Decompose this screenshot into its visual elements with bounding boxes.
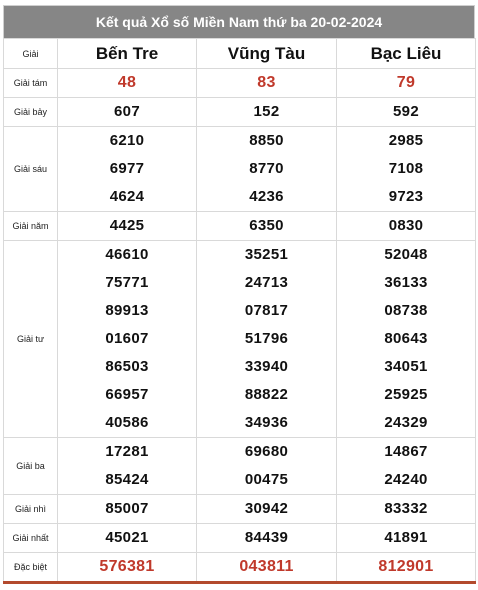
- prize-number: 40586: [105, 414, 149, 431]
- prize-label: Giải ba: [4, 438, 58, 495]
- prize-number: 24240: [384, 471, 428, 488]
- results-table: [3, 38, 476, 584]
- prize-number: 0830: [388, 217, 424, 234]
- prize-number: 4236: [249, 188, 284, 205]
- province-ben-tre[interactable]: Bến Tre: [58, 39, 197, 69]
- province-bac-lieu[interactable]: Bạc Liêu: [337, 39, 476, 69]
- prize-number: 6210: [109, 132, 145, 149]
- prize-number: 79: [396, 74, 416, 91]
- prize-cell: [337, 98, 476, 127]
- prize-number: 00475: [244, 471, 289, 488]
- results-container: [3, 5, 475, 584]
- prize-row-g4: [4, 241, 476, 438]
- prize-number: 48: [117, 74, 137, 91]
- prize-cell: [337, 127, 476, 212]
- prize-row-g6: [4, 127, 476, 212]
- prize-number: 24329: [384, 414, 428, 431]
- prize-cell: [58, 495, 197, 524]
- prize-number: 6977: [109, 160, 145, 177]
- prize-cell: [58, 524, 197, 553]
- prize-number: 576381: [99, 558, 155, 575]
- prize-number: 607: [114, 103, 140, 120]
- prize-row-g5: [4, 212, 476, 241]
- prize-row-g1: [4, 524, 476, 553]
- prize-number: 4425: [109, 217, 145, 234]
- prize-cell: [58, 241, 197, 438]
- prize-cell: [337, 212, 476, 241]
- prize-number: 25925: [384, 386, 428, 403]
- prize-number: 07817: [244, 302, 289, 319]
- prize-cell: [337, 69, 476, 98]
- prize-number: 85007: [105, 500, 149, 517]
- prize-label: Giải năm: [4, 212, 58, 241]
- prize-number: 2985: [388, 132, 424, 149]
- prize-number: 9723: [388, 188, 424, 205]
- prize-label: Giải tám: [4, 69, 58, 98]
- prize-number: 152: [253, 103, 280, 120]
- prize-cell: [197, 69, 337, 98]
- prize-cell: [197, 553, 337, 583]
- header-row: [4, 39, 476, 69]
- prize-table-body: [4, 69, 476, 583]
- prize-cell: [197, 127, 337, 212]
- prize-cell: [58, 127, 197, 212]
- prize-number: 6350: [249, 217, 284, 234]
- prize-cell: [337, 495, 476, 524]
- prize-number: 36133: [384, 274, 428, 291]
- prize-number: 80643: [384, 330, 428, 347]
- prize-cell: [337, 241, 476, 438]
- prize-number: 812901: [378, 558, 434, 575]
- prize-number: 88822: [244, 386, 289, 403]
- prize-number: 01607: [105, 330, 149, 347]
- prize-number: 66957: [105, 386, 149, 403]
- prize-number: 89913: [105, 302, 149, 319]
- prize-number: 7108: [388, 160, 424, 177]
- prize-number: 69680: [244, 443, 289, 460]
- prize-number: 46610: [105, 246, 149, 263]
- prize-number: 83332: [384, 500, 428, 517]
- prize-number: 75771: [105, 274, 149, 291]
- prize-label: Đặc biệt: [4, 553, 58, 583]
- prize-cell: [58, 212, 197, 241]
- prize-number: 17281: [105, 443, 149, 460]
- header-prize-label: Giải: [4, 39, 58, 69]
- prize-number: 34051: [384, 358, 428, 375]
- prize-number: 34936: [244, 414, 289, 431]
- prize-row-g8: [4, 69, 476, 98]
- prize-cell: [58, 553, 197, 583]
- prize-number: 85424: [105, 471, 149, 488]
- prize-number: 41891: [384, 529, 428, 546]
- prize-cell: [197, 495, 337, 524]
- prize-label: Giải sáu: [4, 127, 58, 212]
- prize-number: 83: [257, 74, 276, 91]
- prize-number: 592: [393, 103, 419, 120]
- prize-number: 08738: [384, 302, 428, 319]
- prize-number: 24713: [244, 274, 289, 291]
- results-title: Kết quả Xổ số Miền Nam thứ ba 20-02-2024: [3, 5, 475, 38]
- prize-row-g2: [4, 495, 476, 524]
- prize-cell: [58, 98, 197, 127]
- prize-cell: [197, 438, 337, 495]
- prize-number: 84439: [244, 529, 289, 546]
- prize-cell: [337, 524, 476, 553]
- prize-label: Giải bảy: [4, 98, 58, 127]
- prize-number: 4624: [109, 188, 145, 205]
- prize-cell: [58, 438, 197, 495]
- province-vung-tau[interactable]: Vũng Tàu: [197, 39, 337, 69]
- prize-cell: [197, 98, 337, 127]
- prize-label: Giải nhất: [4, 524, 58, 553]
- prize-number: 8770: [249, 160, 284, 177]
- prize-cell: [337, 553, 476, 583]
- prize-row-db: [4, 553, 476, 583]
- prize-number: 51796: [244, 330, 289, 347]
- prize-row-g7: [4, 98, 476, 127]
- prize-number: 35251: [244, 246, 289, 263]
- prize-cell: [58, 69, 197, 98]
- prize-number: 14867: [384, 443, 428, 460]
- prize-label: Giải nhì: [4, 495, 58, 524]
- prize-number: 52048: [384, 246, 428, 263]
- prize-cell: [337, 438, 476, 495]
- prize-row-g3: [4, 438, 476, 495]
- prize-number: 043811: [239, 558, 294, 575]
- prize-cell: [197, 241, 337, 438]
- prize-cell: [197, 212, 337, 241]
- prize-label: Giải tư: [4, 241, 58, 438]
- prize-number: 33940: [244, 358, 289, 375]
- prize-number: 45021: [105, 529, 149, 546]
- prize-cell: [197, 524, 337, 553]
- prize-number: 30942: [244, 500, 289, 517]
- prize-number: 8850: [249, 132, 284, 149]
- prize-number: 86503: [105, 358, 149, 375]
